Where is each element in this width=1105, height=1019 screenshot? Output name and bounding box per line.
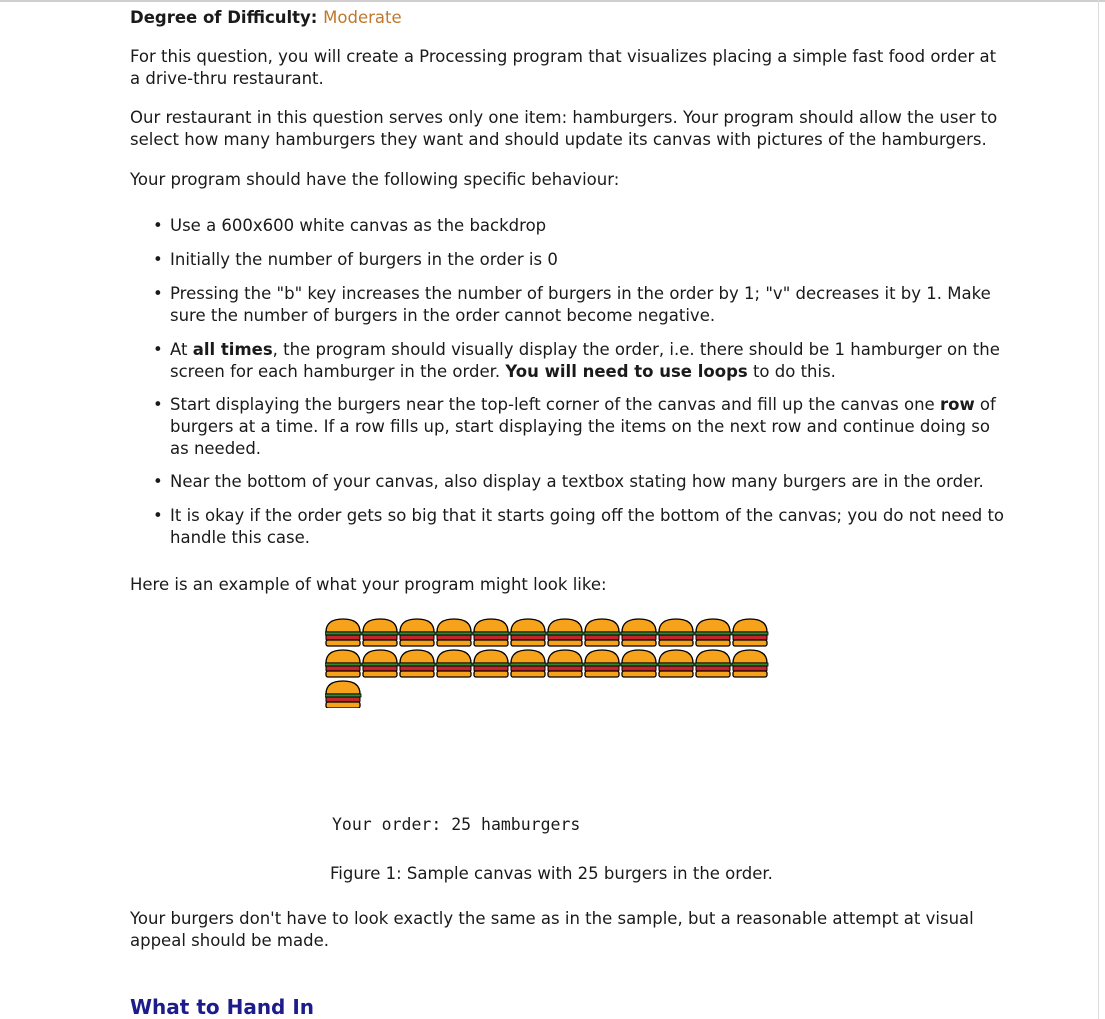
burger-icon — [325, 681, 361, 708]
list-item-text: Use a 600x600 white canvas as the backdrop — [170, 216, 547, 235]
burger-icon — [732, 650, 768, 677]
burger-icon — [362, 650, 398, 677]
list-item — [130, 505, 1010, 549]
section-heading-what-to-hand-in: What to Hand In — [130, 995, 315, 1019]
burger-icon — [325, 619, 361, 646]
emphasis-all-times: all times — [192, 340, 273, 359]
burger-icon — [325, 650, 361, 677]
difficulty-value: Moderate — [323, 8, 402, 27]
closing-paragraph: Your burgers don't have to look exactly the same as in the sample, but a reasonable attempt at visual appeal should be made. — [130, 909, 974, 950]
order-textbox: Your order: 25 hamburgers — [332, 815, 581, 834]
burger-icon — [584, 650, 620, 677]
bullet-dot: • — [153, 250, 163, 269]
burger-icon — [621, 619, 657, 646]
difficulty-label: Degree of Difficulty: — [130, 8, 318, 27]
emphasis-row: row — [939, 395, 975, 414]
burger-icon — [473, 650, 509, 677]
list-item — [130, 339, 1010, 383]
bullet-dot: • — [153, 284, 163, 303]
bullet-dot: • — [153, 340, 163, 359]
burger-icon — [658, 619, 694, 646]
emphasis-use-loops: You will need to use loops — [505, 362, 748, 381]
bullet-dot: • — [153, 216, 163, 235]
sample-canvas-figure — [325, 618, 775, 708]
burger-icon — [510, 619, 546, 646]
example-lead-paragraph: Here is an example of what your program might look like: — [130, 575, 607, 594]
burger-icon — [547, 650, 583, 677]
list-item-text — [170, 340, 1000, 381]
list-item-text: Pressing the "b" key increases the number of burgers in the order by 1; "v" decreases it by 1. Make sure the number of burgers in the order cannot become negative. — [170, 284, 991, 325]
burger-icon — [695, 619, 731, 646]
right-border — [1098, 0, 1099, 1019]
top-border — [0, 0, 1105, 2]
figure-caption: Figure 1: Sample canvas with 25 burgers in the order. — [330, 864, 773, 883]
text-run: At — [170, 340, 193, 359]
burger-icon — [547, 619, 583, 646]
bullet-dot: • — [153, 472, 163, 491]
text-run: , the program should visually display the order, i.e. there should be 1 hamburger on the screen for each hamburger in the order. — [170, 340, 1000, 381]
bullet-dot: • — [153, 395, 163, 414]
list-item-text: Near the bottom of your canvas, also display a textbox stating how many burgers are in the order. — [170, 472, 984, 491]
text-run: of burgers at a time. If a row fills up, start displaying the items on the next row and continue doing so as needed. — [170, 395, 996, 458]
burger-icon — [473, 619, 509, 646]
list-item — [130, 471, 1010, 493]
text-run: to do this. — [747, 362, 836, 381]
burger-icon — [436, 619, 472, 646]
list-item — [130, 394, 1010, 460]
list-item-text: Initially the number of burgers in the order is 0 — [170, 250, 558, 269]
burger-icon — [732, 619, 768, 646]
behaviour-lead-paragraph: Your program should have the following specific behaviour: — [130, 170, 620, 189]
list-item-text — [170, 395, 996, 458]
list-item — [130, 283, 1010, 327]
burger-icon — [510, 650, 546, 677]
difficulty-line — [130, 7, 402, 29]
list-item-text: It is okay if the order gets so big that it starts going off the bottom of the canvas; you do not need to handle this case. — [170, 506, 1005, 547]
burger-icon — [584, 619, 620, 646]
burger-icon — [621, 650, 657, 677]
text-run: Start displaying the burgers near the top-left corner of the canvas and fill up the canvas one — [170, 395, 940, 414]
intro-paragraph: For this question, you will create a Processing program that visualizes placing a simple fast food order at a drive-thru restaurant. — [130, 47, 997, 88]
restaurant-paragraph: Our restaurant in this question serves only one item: hamburgers. Your program should allow the user to select how many hamburgers they want and should update its canvas with pictures of the hamburgers. — [130, 108, 998, 149]
burger-icon — [695, 650, 731, 677]
list-item — [130, 249, 1010, 271]
burger-icon — [399, 650, 435, 677]
burger-icon — [436, 650, 472, 677]
bullet-dot: • — [153, 506, 163, 525]
burger-icon — [399, 619, 435, 646]
burger-icon — [658, 650, 694, 677]
list-item — [130, 215, 1010, 237]
burger-icon — [362, 619, 398, 646]
